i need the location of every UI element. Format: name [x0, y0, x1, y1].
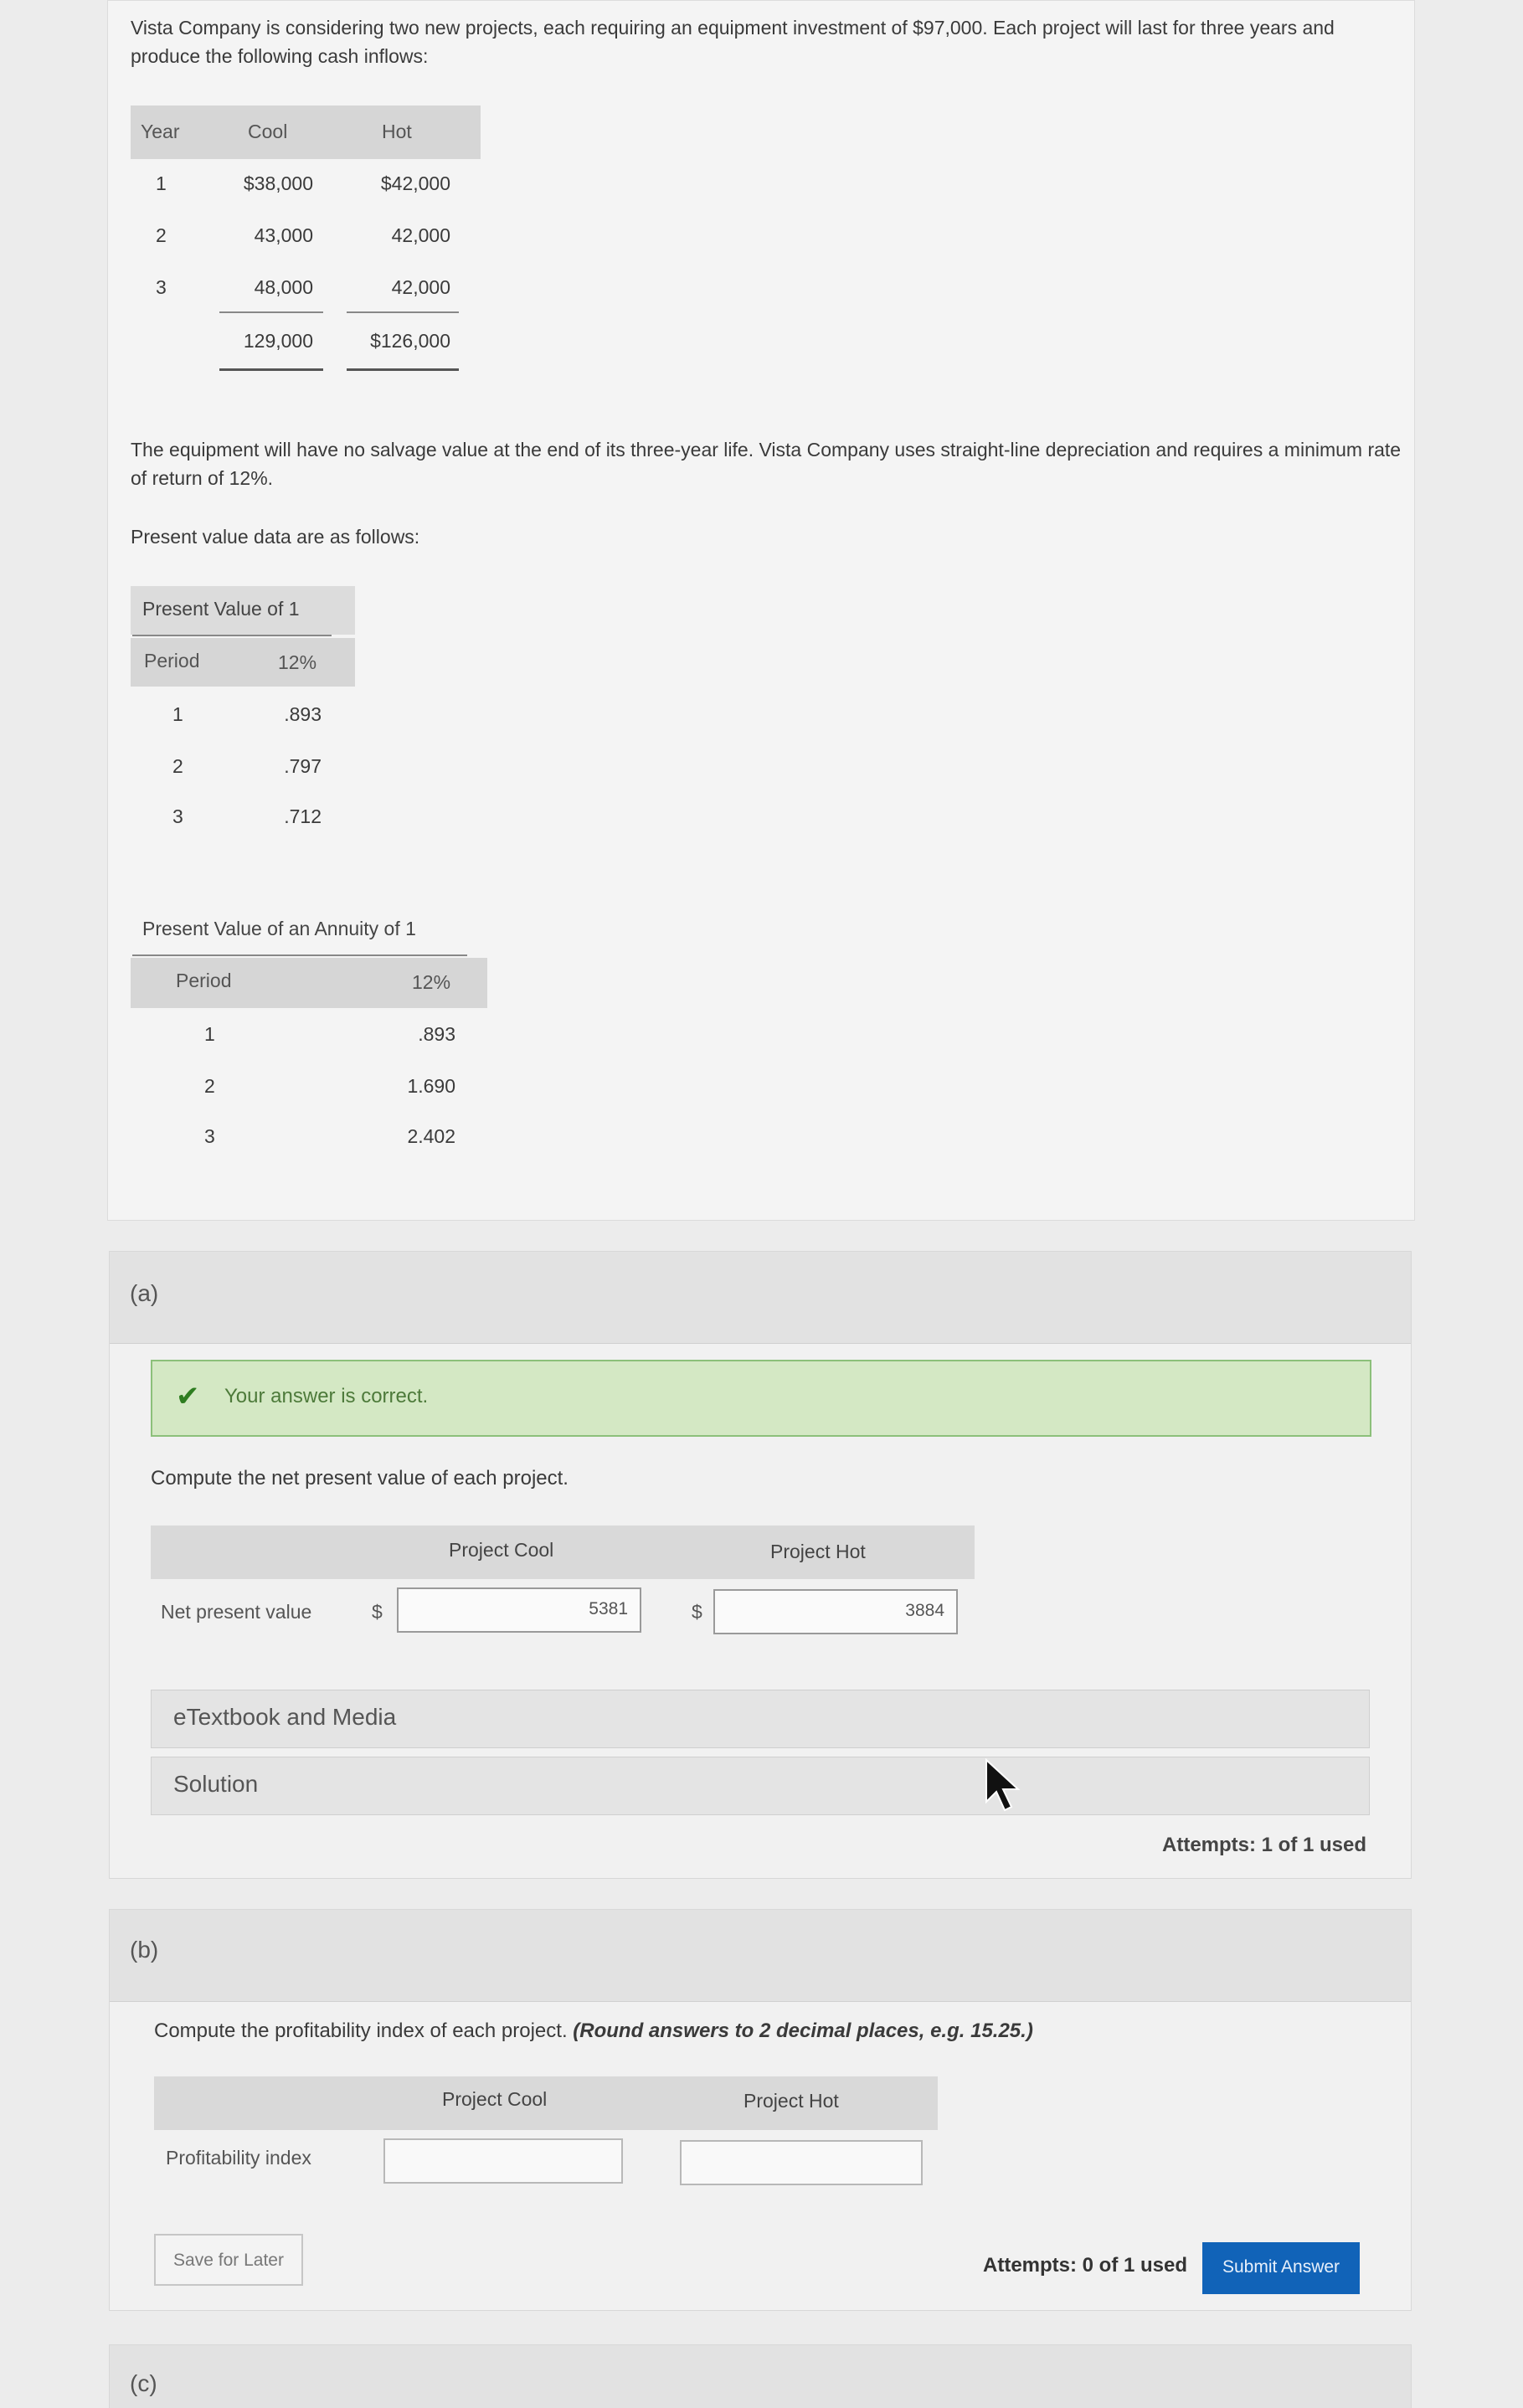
cash-row-cool: 43,000 — [254, 224, 313, 246]
pv1-row-value: .712 — [284, 805, 322, 827]
cash-header-hot: Hot — [382, 121, 412, 142]
cash-row-cool: 48,000 — [254, 276, 313, 298]
pva-row-value: 1.690 — [407, 1075, 455, 1097]
cash-row-hot: 42,000 — [391, 276, 450, 298]
pv1-row-period: 1 — [172, 703, 183, 725]
part-c-label: (c) — [130, 2370, 157, 2396]
pva-header-period: Period — [176, 970, 232, 991]
pv-intro: Present value data are as follows: — [131, 526, 420, 548]
part-a-label: (a) — [130, 1280, 159, 1306]
part-b-prompt-text: Compute the profitability index of each project. — [154, 2020, 568, 2042]
total-underline — [219, 368, 323, 371]
part-b-header — [110, 1910, 1411, 2002]
pi-col-hot: Project Hot — [743, 2090, 839, 2112]
part-b-prompt — [154, 2020, 1033, 2043]
cash-header-cool: Cool — [248, 121, 288, 142]
correct-feedback — [151, 1360, 1371, 1437]
pv1-title: Present Value of 1 — [142, 598, 300, 620]
mouse-cursor-icon — [983, 1758, 1026, 1814]
npv-hot-input[interactable]: 3884 — [713, 1589, 958, 1634]
pva-header-rate: 12% — [412, 971, 451, 993]
etextbook-media-link[interactable]: eTextbook and Media — [151, 1690, 1370, 1748]
pi-hot-input[interactable] — [680, 2140, 923, 2185]
total-underline — [347, 368, 459, 371]
checkmark-icon: ✔ — [176, 1381, 200, 1412]
part-a-prompt: Compute the net present value of each project. — [151, 1467, 569, 1490]
pv1-row-period: 3 — [172, 805, 183, 827]
cash-row-hot: 42,000 — [391, 224, 450, 246]
cash-row-year: 2 — [156, 224, 167, 246]
part-b-label: (b) — [130, 1937, 159, 1963]
pv1-title-rule — [132, 635, 332, 636]
pva-row-value: 2.402 — [407, 1125, 455, 1147]
correct-feedback-text: Your answer is correct. — [224, 1385, 429, 1407]
part-c-section — [109, 2344, 1412, 2408]
npv-col-hot: Project Hot — [770, 1541, 866, 1562]
pv1-header-rate: 12% — [278, 651, 317, 673]
pv1-header-period: Period — [144, 650, 200, 671]
part-c-header — [110, 2345, 1411, 2408]
pi-row-label: Profitability index — [166, 2147, 311, 2169]
pva-title-rule — [132, 954, 467, 956]
pva-row-period: 3 — [204, 1125, 215, 1147]
cash-total-cool: 129,000 — [243, 330, 313, 352]
problem-intro: Vista Company is considering two new projects, each requiring an equipment investment of $97,000. Each project will last for three years and produce the following cash inflows: — [131, 17, 1335, 67]
pv1-row-period: 2 — [172, 755, 183, 777]
salvage-text: The equipment will have no salvage value at the end of its three-year life. Vista Company uses straight-line depreciation and requires a minimum rate of return of 12%. — [131, 439, 1402, 489]
subtotal-rule — [347, 311, 459, 313]
npv-cool-input[interactable]: 5381 — [397, 1587, 641, 1633]
solution-link[interactable]: Solution — [151, 1757, 1370, 1815]
subtotal-rule — [219, 311, 323, 313]
npv-row-label: Net present value — [161, 1601, 312, 1623]
cash-row-year: 1 — [156, 172, 167, 194]
pva-title: Present Value of an Annuity of 1 — [142, 918, 416, 939]
part-a-header — [110, 1252, 1411, 1344]
submit-answer-button[interactable]: Submit Answer — [1202, 2242, 1360, 2294]
pva-row-period: 2 — [204, 1075, 215, 1097]
pi-cool-input[interactable] — [383, 2138, 623, 2184]
currency-symbol: $ — [372, 1601, 383, 1623]
pi-col-cool: Project Cool — [442, 2088, 548, 2110]
npv-col-cool: Project Cool — [449, 1539, 554, 1561]
save-for-later-button[interactable]: Save for Later — [154, 2234, 303, 2286]
pva-row-period: 1 — [204, 1023, 215, 1045]
cash-table-header — [131, 105, 481, 159]
cash-total-hot: $126,000 — [370, 330, 450, 352]
pva-row-value: .893 — [418, 1023, 455, 1045]
part-b-attempts: Attempts: 0 of 1 used — [983, 2254, 1188, 2277]
pv1-row-value: .893 — [284, 703, 322, 725]
cash-header-year: Year — [141, 121, 180, 142]
cash-row-cool: $38,000 — [243, 172, 313, 194]
currency-symbol: $ — [692, 1601, 702, 1623]
part-a-attempts: Attempts: 1 of 1 used — [1162, 1834, 1367, 1856]
part-b-rounding-note: (Round answers to 2 decimal places, e.g. 15.25.) — [573, 2020, 1033, 2042]
pv1-row-value: .797 — [284, 755, 322, 777]
cash-row-year: 3 — [156, 276, 167, 298]
cash-row-hot: $42,000 — [380, 172, 450, 194]
